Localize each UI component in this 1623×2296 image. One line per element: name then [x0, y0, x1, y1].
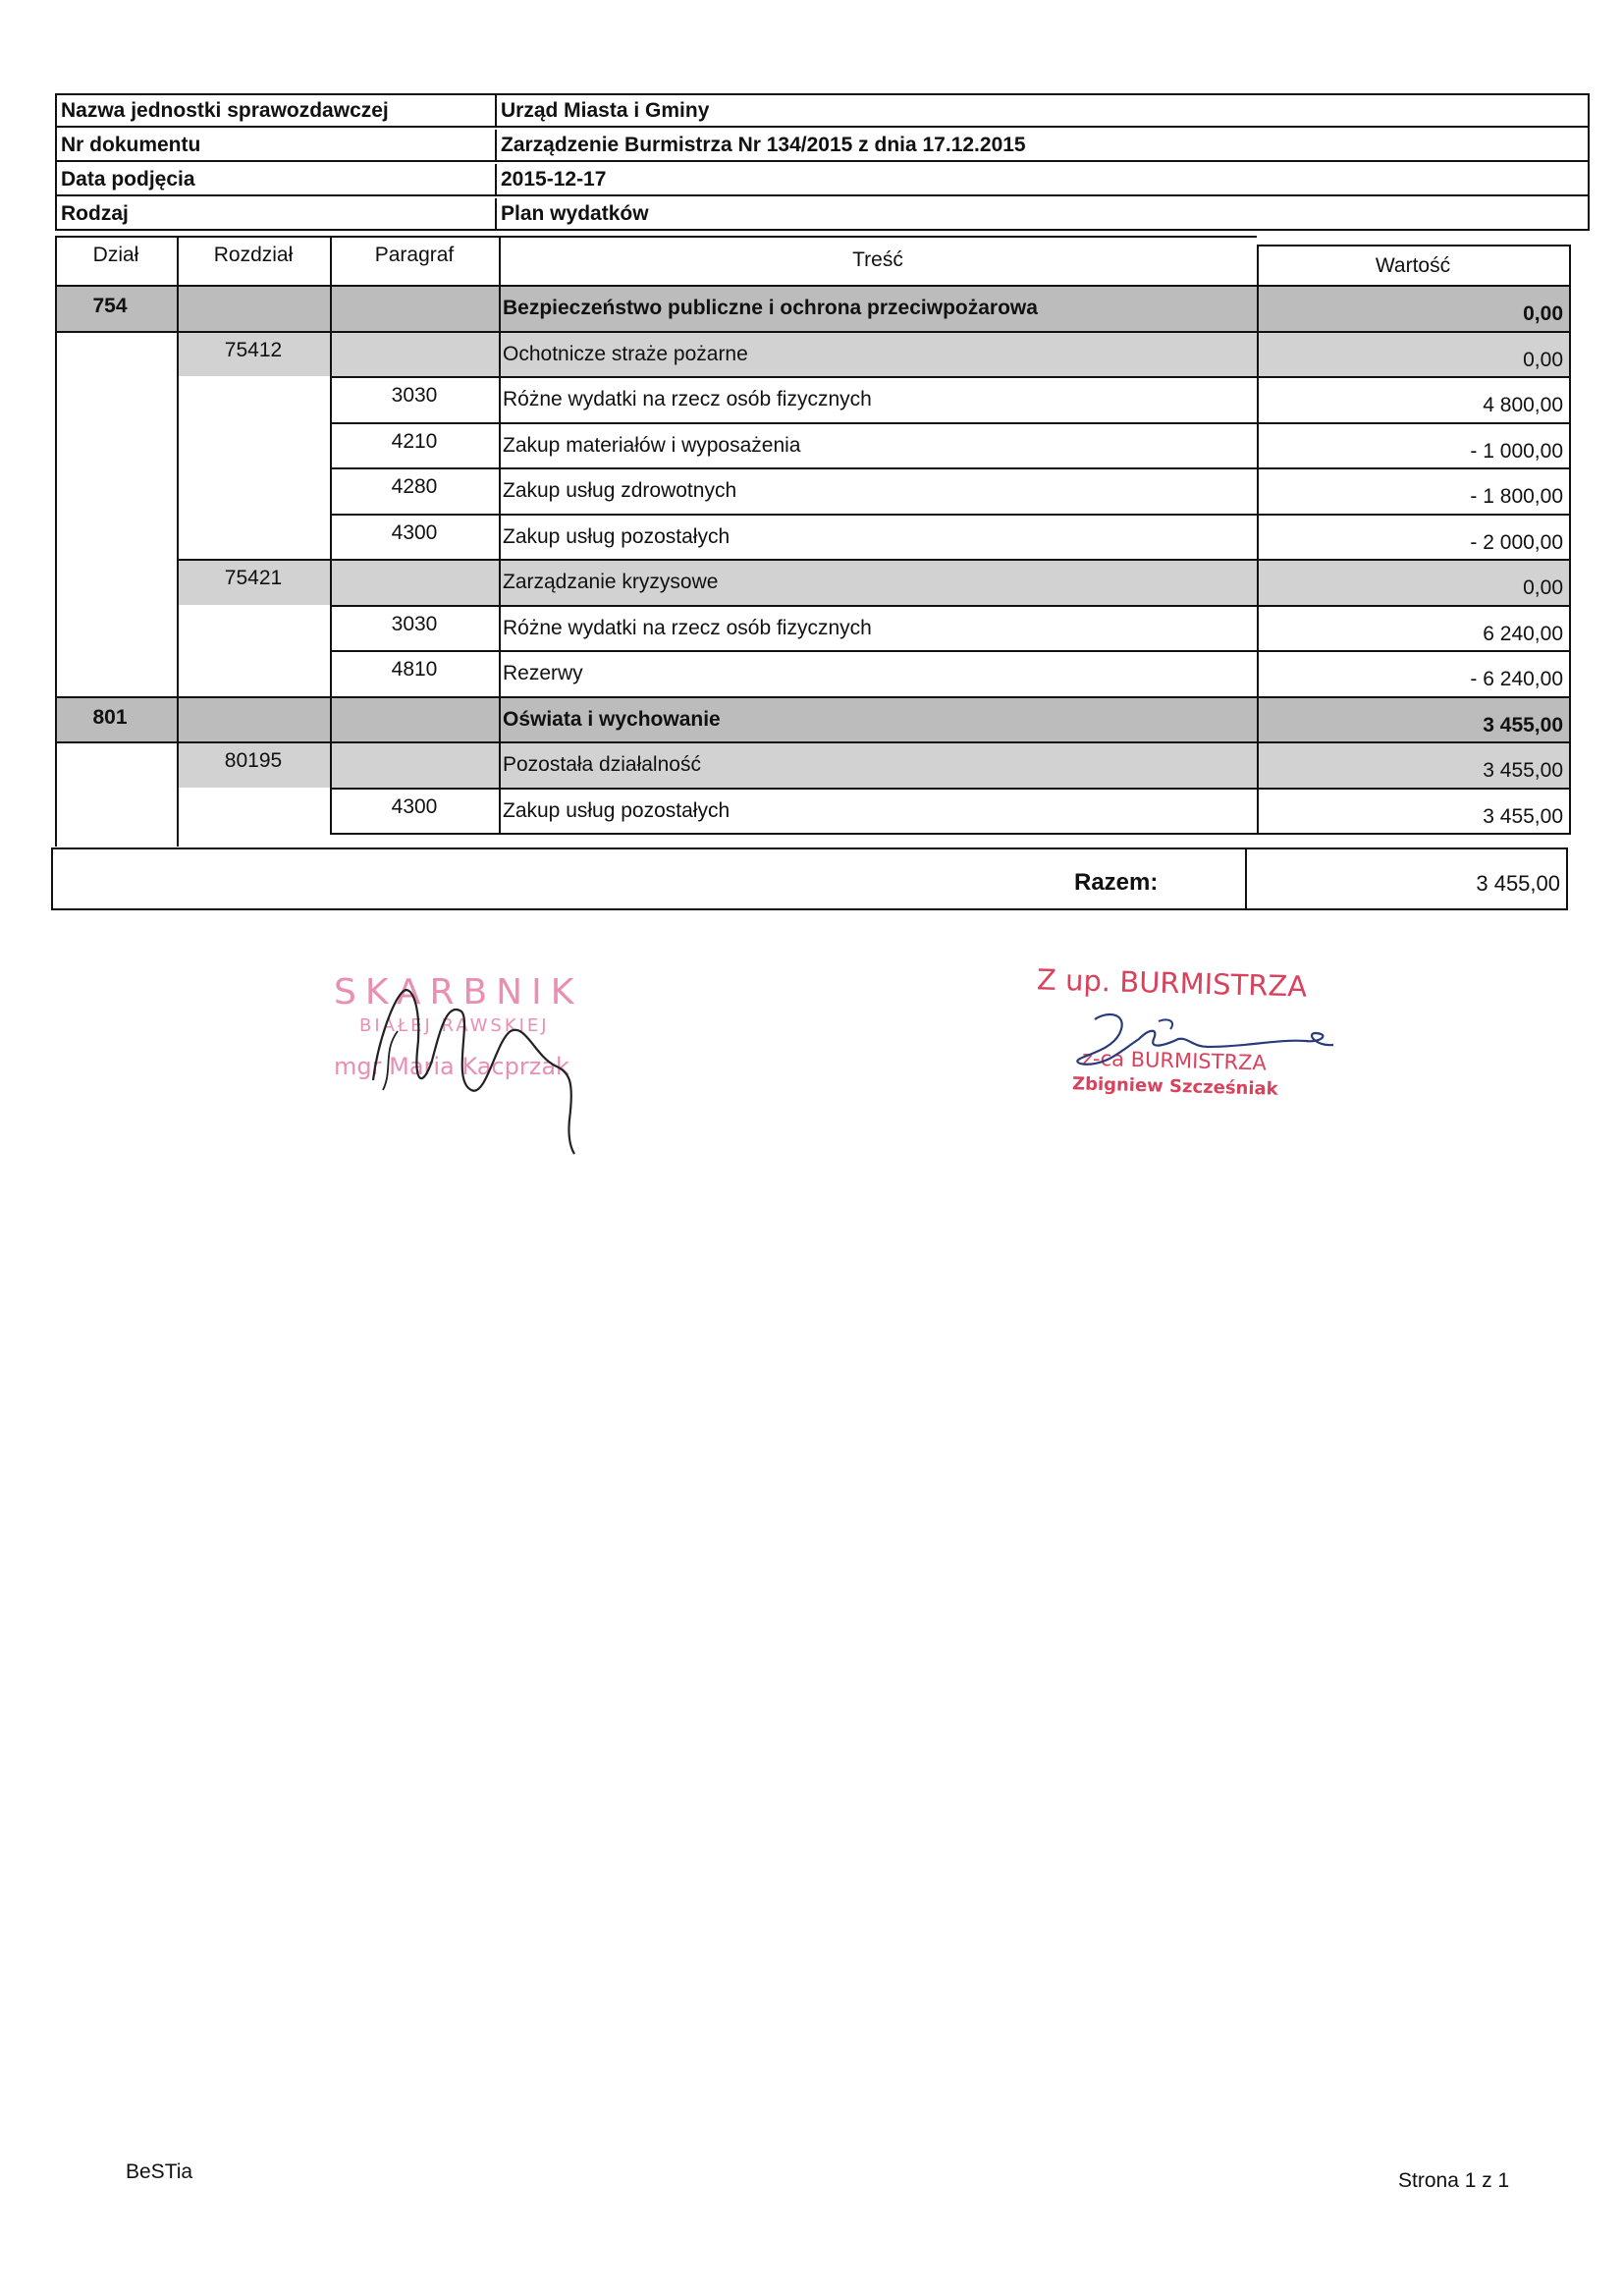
footer-page-number: Strona 1 z 1 — [1398, 2169, 1510, 2192]
cell-wartosc: - 2 000,00 — [1470, 530, 1563, 554]
cell-paragraf: 4210 — [391, 429, 438, 453]
cell-tresc: Pozostała działalność — [503, 753, 701, 776]
cell-paragraf: 4300 — [391, 520, 438, 544]
total-value: 3 455,00 — [1476, 871, 1560, 896]
total-box — [51, 847, 1568, 910]
info-label: Rodzaj — [57, 198, 497, 231]
info-label: Nazwa jednostki sprawozdawczej — [57, 95, 497, 126]
cell-dzial: 801 — [92, 705, 128, 729]
info-value: Urząd Miasta i Gminy — [501, 99, 710, 122]
table-rule — [55, 331, 1569, 333]
footer-software-name: BeSTia — [126, 2160, 193, 2183]
info-label: Data podjęcia — [57, 164, 497, 194]
stamp-subtitle: BIAŁEJ RAWSKIEJ — [359, 1015, 550, 1036]
cell-wartosc: 3 455,00 — [1483, 713, 1563, 737]
table-rule — [55, 741, 1569, 743]
cell-tresc: Różne wydatki na rzecz osób fizycznych — [503, 616, 872, 639]
mayor-signature — [1021, 960, 1394, 1127]
total-label: Razem: — [1074, 869, 1159, 896]
stamp-title: SKARBNIK — [334, 972, 583, 1012]
info-value: Zarządzenie Burmistrza Nr 134/2015 z dnia 17.12.2015 — [501, 134, 1026, 156]
cell-paragraf: 3030 — [391, 612, 438, 635]
table-rule — [330, 467, 1569, 469]
cell-tresc: Zarządzanie kryzysowe — [503, 571, 719, 593]
cell-wartosc: 4 800,00 — [1483, 394, 1563, 416]
stamp-subtitle: z-ca BURMISTRZA — [1081, 1046, 1268, 1075]
table-rule — [55, 236, 1257, 238]
cell-tresc: Zakup usług pozostałych — [503, 798, 730, 822]
cell-rozdzial: 75412 — [224, 338, 283, 361]
cell-wartosc: 0,00 — [1523, 302, 1563, 325]
table-rule — [1569, 245, 1571, 835]
cell-wartosc: - 1 000,00 — [1470, 439, 1563, 463]
table-rule — [55, 696, 1569, 698]
stamp-name: Zbigniew Szcześniak — [1071, 1073, 1278, 1100]
cell-paragraf: 4300 — [391, 794, 438, 818]
cell-wartosc: 0,00 — [1523, 348, 1563, 371]
cell-tresc: Zakup usług zdrowotnych — [503, 479, 737, 502]
table-rule — [177, 559, 1569, 561]
table-rule — [330, 788, 1569, 790]
column-header-paragraf: Paragraf — [374, 244, 455, 266]
table-rule — [330, 833, 1569, 835]
table-rule — [330, 376, 1569, 378]
total-divider — [1245, 849, 1247, 908]
table-rule — [499, 236, 501, 835]
column-header-tresc: Treść — [852, 248, 903, 271]
cell-wartosc: 6 240,00 — [1483, 622, 1563, 645]
cell-tresc: Zakup materiałów i wyposażenia — [503, 433, 801, 457]
cell-tresc: Zakup usług pozostałych — [503, 524, 730, 548]
cell-tresc: Bezpieczeństwo publiczne i ochrona przeciwpożarowa — [503, 297, 1038, 319]
cell-dzial: 754 — [92, 295, 128, 317]
table-rule — [330, 514, 1569, 516]
treasurer-signature — [324, 972, 638, 1159]
cell-tresc: Rezerwy — [503, 662, 583, 684]
cell-tresc: Oświata i wychowanie — [503, 707, 721, 731]
cell-tresc: Ochotnicze straże pożarne — [503, 342, 748, 365]
table-rule — [330, 605, 1569, 607]
cell-paragraf: 4280 — [391, 475, 438, 498]
table-rule — [1257, 245, 1569, 246]
cell-tresc: Różne wydatki na rzecz osób fizycznych — [503, 388, 872, 410]
column-header-wartosc: Wartość — [1375, 254, 1451, 277]
column-header-rozdzial: Rozdział — [213, 244, 294, 266]
info-value: 2015-12-17 — [501, 168, 607, 191]
cell-wartosc: - 6 240,00 — [1470, 668, 1563, 690]
budget-table — [0, 0, 1623, 845]
table-rule — [55, 236, 57, 847]
info-label: Nr dokumentu — [57, 130, 497, 160]
cell-rozdzial: 80195 — [224, 749, 283, 772]
stamp-title: Z up. BURMISTRZA — [1036, 962, 1308, 1004]
stamp-name: mgr Maria Kacprzak — [334, 1053, 569, 1080]
cell-wartosc: 3 455,00 — [1483, 804, 1563, 828]
table-rule — [55, 285, 1569, 287]
cell-wartosc: 3 455,00 — [1483, 759, 1563, 782]
info-value: Plan wydatków — [501, 202, 649, 225]
cell-rozdzial: 75421 — [224, 567, 283, 589]
cell-wartosc: 0,00 — [1523, 576, 1563, 599]
cell-paragraf: 4810 — [391, 658, 438, 681]
cell-wartosc: - 1 800,00 — [1470, 485, 1563, 508]
table-rule — [330, 650, 1569, 652]
mayor-stamp — [1021, 960, 1394, 1127]
column-header-dzial: Dział — [92, 244, 139, 266]
table-rule — [330, 422, 1569, 424]
cell-paragraf: 3030 — [391, 384, 438, 407]
treasurer-stamp — [324, 972, 638, 1159]
